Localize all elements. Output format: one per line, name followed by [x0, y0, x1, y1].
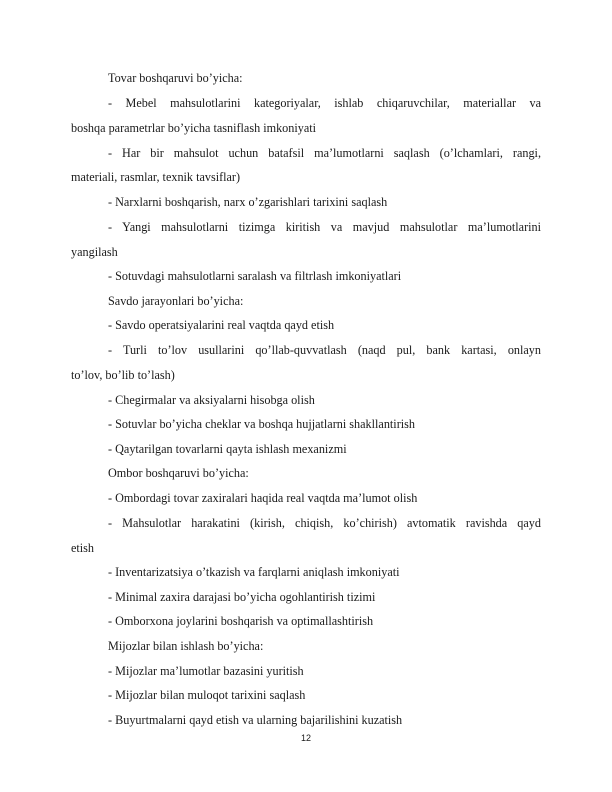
text-line: - Omborxona joylarini boshqarish va optimallashtirish — [108, 614, 374, 628]
text-line: - Minimal zaxira darajasi bo’yicha ogohlantirish tizimi — [108, 590, 376, 604]
text-line: - Sotuvlar bo’yicha cheklar va boshqa hujjatlarni shakllantirish — [108, 417, 415, 431]
text-line: etish — [71, 541, 95, 555]
text-line: - Savdo operatsiyalarini real vaqtda qayd etish — [108, 318, 335, 332]
section-heading-customers: Mijozlar bilan ishlash bo’yicha: — [108, 639, 264, 653]
text-line: - Mijozlar ma’lumotlar bazasini yuritish — [108, 664, 304, 678]
text-line: - Narxlarni boshqarish, narx o’zgarishlari tarixini saqlash — [108, 195, 388, 209]
text-line: boshqa parametrlar bo’yicha tasniflash imkoniyati — [71, 121, 317, 135]
text-line: - Buyurtmalarni qayd etish va ularning bajarilishini kuzatish — [108, 713, 403, 727]
page-number: 12 — [300, 733, 311, 743]
text-line: - Yangi mahsulotlarni tizimga kiritish va mavjud mahsulotlar ma’lumotlarini — [108, 220, 541, 234]
section-heading-sales: Savdo jarayonlari bo’yicha: — [108, 294, 244, 308]
text-line: - Turli to’lov usullarini qo’llab-quvvatlash (naqd pul, bank kartasi, onlayn — [108, 343, 541, 357]
section-heading-warehouse: Ombor boshqaruvi bo’yicha: — [108, 466, 249, 480]
text-line: - Mebel mahsulotlarini kategoriyalar, ishlab chiqaruvchilar, materiallar va — [108, 96, 541, 110]
text-line: - Inventarizatsiya o’tkazish va farqlarni aniqlash imkoniyati — [108, 565, 400, 579]
text-line: - Har bir mahsulot uchun batafsil ma’lumotlarni saqlash (o’lchamlari, rangi, — [108, 146, 541, 160]
text-line: - Ombordagi tovar zaxiralari haqida real vaqtda ma’lumot olish — [108, 491, 418, 505]
text-line: - Mijozlar bilan muloqot tarixini saqlash — [108, 688, 306, 702]
text-line: - Chegirmalar va aksiyalarni hisobga olish — [108, 393, 315, 407]
text-line: - Mahsulotlar harakatini (kirish, chiqish, ko’chirish) avtomatik ravishda qayd — [108, 516, 541, 530]
text-line: - Sotuvdagi mahsulotlarni saralash va filtrlash imkoniyatlari — [108, 269, 402, 283]
text-line: to’lov, bo’lib to’lash) — [71, 368, 175, 382]
text-line: materiali, rasmlar, texnik tavsiflar) — [71, 170, 241, 184]
text-line: - Qaytarilgan tovarlarni qayta ishlash mexanizmi — [108, 442, 347, 456]
section-heading-goods: Tovar boshqaruvi bo’yicha: — [108, 71, 243, 85]
text-line: yangilash — [71, 245, 118, 259]
